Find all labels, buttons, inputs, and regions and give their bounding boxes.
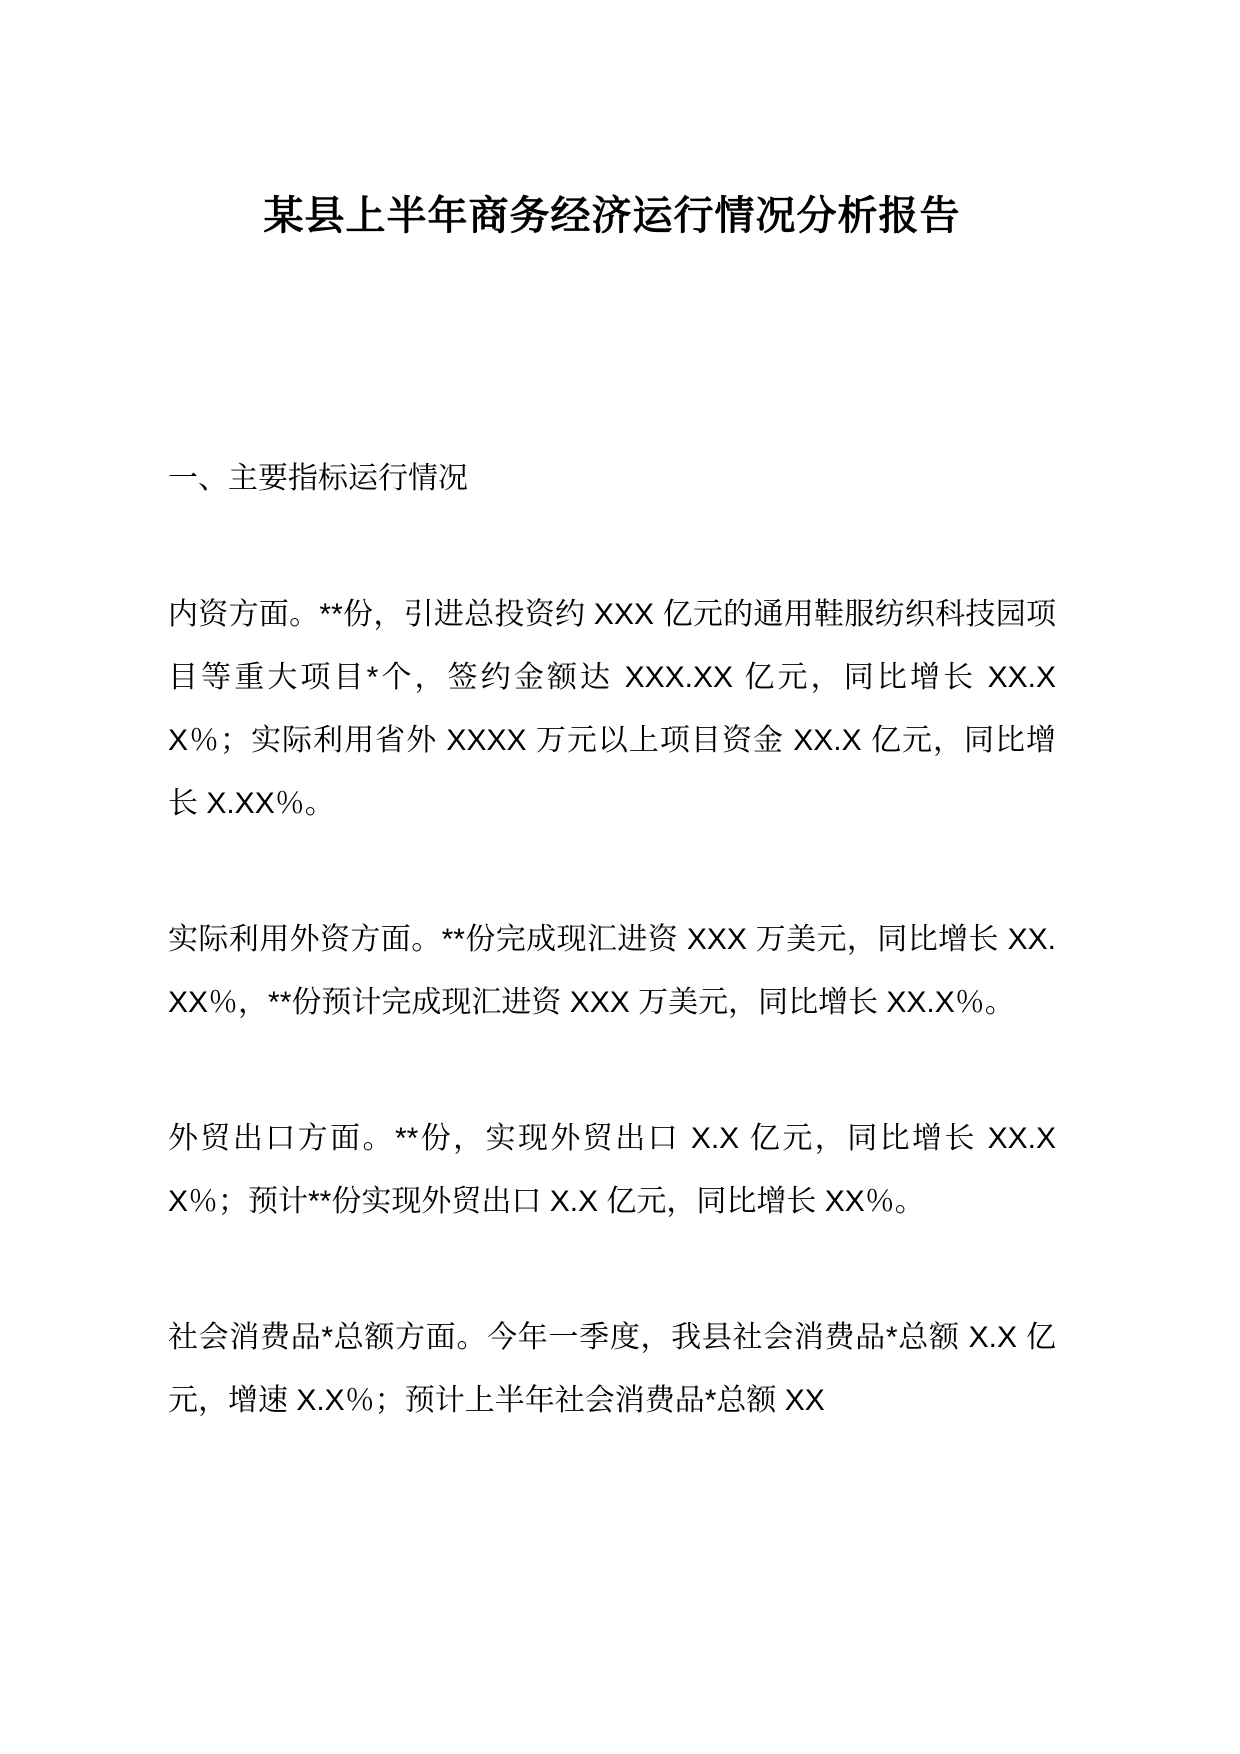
section-heading-main-indicators: 一、主要指标运行情况 xyxy=(168,462,468,495)
document-title: 某县上半年商务经济运行情况分析报告 xyxy=(263,194,961,238)
paragraph-consumer-goods-total: 社会消费品*总额方面。今年一季度，我县社会消费品*总额 X.X 亿元，增速 X.X％；预计上半年社会消费品*总额 XX xyxy=(168,1321,1056,1417)
paragraph-foreign-trade-export: 外贸出口方面。**份，实现外贸出口 X.X 亿元，同比增长 XX.XX％；预计**份实现外贸出口 X.X 亿元，同比增长 XX％。 xyxy=(168,1122,1056,1218)
paragraph-foreign-capital: 实际利用外资方面。**份完成现汇进资 XXX 万美元，同比增长 XX.XX％，**份预计完成现汇进资 XXX 万美元，同比增长 XX.X％。 xyxy=(168,923,1056,1019)
document-content xyxy=(168,0,1056,1432)
paragraph-domestic-investment: 内资方面。**份，引进总投资约 XXX 亿元的通用鞋服纺织科技园项目等重大项目*个，签约金额达 XXX.XX 亿元，同比增长 XX.XX％；实际利用省外 XXXX 万元以上项目资金 XX.X 亿元，同比增长 X.XX％。 xyxy=(168,598,1056,820)
